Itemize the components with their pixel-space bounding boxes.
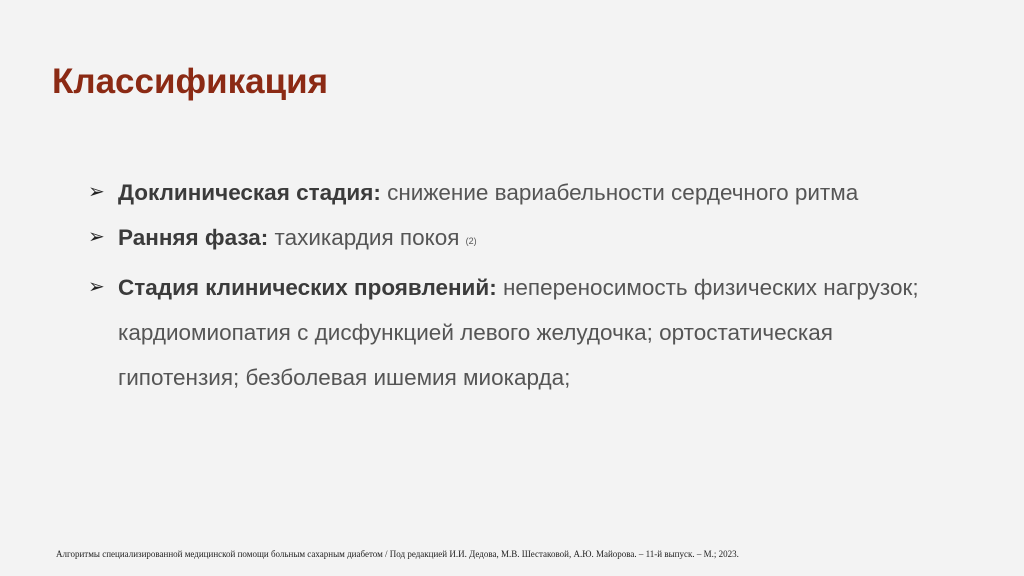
bullet-text: непереносимость физических нагрузок; кардиомиопатия с дисфункцией левого желудочка; ортостатическая гипотензия; безболевая ишемия миокарда; — [118, 275, 919, 390]
reference-marker: (2) — [465, 236, 477, 246]
footer-citation: Алгоритмы специализированной медицинской помощи больным сахарным диабетом / Под редакцией И.И. Дедова, М.В. Шестаковой, А.Ю. Майорова. – 11-й выпуск. – М.; 2023. — [56, 549, 739, 559]
bullet-item-clinical-stage — [88, 265, 948, 400]
bullet-item-preclinical — [88, 170, 948, 215]
bullet-heading: Ранняя фаза: — [118, 225, 269, 250]
bullet-heading: Доклиническая стадия: — [118, 180, 381, 205]
arrow-bullet-icon: ➢ — [88, 276, 105, 298]
arrow-bullet-icon: ➢ — [88, 181, 105, 203]
bullet-heading: Стадия клинических проявлений: — [118, 275, 497, 300]
bullet-text: тахикардия покоя — [268, 225, 466, 250]
arrow-bullet-icon: ➢ — [88, 226, 105, 248]
bullet-list — [88, 170, 948, 400]
bullet-text: снижение вариабельности сердечного ритма — [380, 180, 859, 205]
slide-title: Классификация — [52, 62, 329, 101]
bullet-item-early-phase — [88, 215, 948, 265]
